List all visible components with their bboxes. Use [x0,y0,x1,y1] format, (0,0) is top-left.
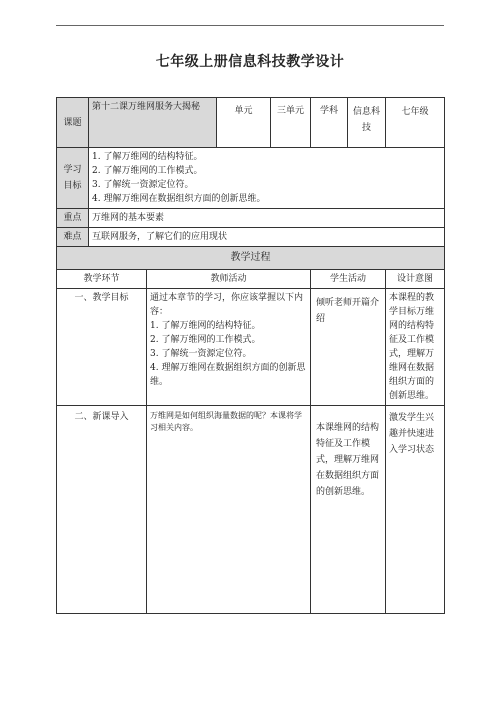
grade-value: 七年级 [386,98,445,148]
header-row [57,98,445,148]
unit-value: 三单元 [271,98,311,148]
subject-value: 信息科技 [348,98,386,148]
student-cell: 倾听老师开篇介绍 [311,289,386,406]
process-section-title: 教学过程 [57,247,445,270]
teacher-intro: 通过本章节的学习，你应该掌握以下内容： [150,293,304,317]
label-unit: 单元 [217,98,271,148]
label-goals: 学习目标 [57,148,89,209]
student-cell: 本课维网的结构特征及工作模式，理解万维网在数据组织方面的创新思维。 [311,406,386,614]
lesson-plan-table [56,97,445,614]
col-step: 教学环节 [57,270,147,289]
key-point-row [57,209,445,228]
process-section-row [57,247,445,270]
header-rule [56,25,444,26]
step-cell: 二、新课导入 [57,406,147,614]
label-subject: 学科 [311,98,348,148]
teacher-item: 4. 理解万维网在数据组织方面的创新思维。 [150,363,306,387]
page-title: 七年级上册信息科技教学设计 [155,54,345,70]
process-row [57,406,445,614]
goal-item: 1. 了解万维网的结构特征。 [92,152,203,162]
teacher-cell [147,289,311,406]
difficulty-text: 互联网服务，了解它们的应用现状 [89,228,445,247]
intent-cell: 激发学生兴趣并快速进入学习状态 [386,406,445,614]
col-teacher: 教师活动 [147,270,311,289]
key-point-text: 万维网的基本要素 [89,209,445,228]
topic-value: 第十二课万维网服务大揭秘 [89,98,217,148]
process-row [57,289,445,406]
difficulty-row [57,228,445,247]
label-topic: 课题 [57,98,89,148]
label-key-point: 重点 [57,209,89,228]
teacher-item: 2. 了解万维网的工作模式。 [150,335,261,345]
goal-item: 2. 了解万维网的工作模式。 [92,166,203,176]
teacher-item: 1. 了解万维网的结构特征。 [150,321,261,331]
process-header-row [57,270,445,289]
col-student: 学生活动 [311,270,386,289]
teacher-cell: 万维网是如何组织海量数据的呢？本课将学习相关内容。 [147,406,311,614]
step-cell: 一、教学目标 [57,289,147,406]
intent-cell: 本课程的教学目标万维网的结构特征及工作模式，理解万维网在数据组织方面的创新思维。 [386,289,445,406]
teacher-item: 3. 了解统一资源定位符。 [150,349,252,359]
label-difficulty: 难点 [57,228,89,247]
goal-item: 4. 理解万维网在数据组织方面的创新思维。 [92,194,266,204]
goals-list [89,148,445,209]
col-intent: 设计意图 [386,270,445,289]
goals-row [57,148,445,209]
goal-item: 3. 了解统一资源定位符。 [92,180,194,190]
